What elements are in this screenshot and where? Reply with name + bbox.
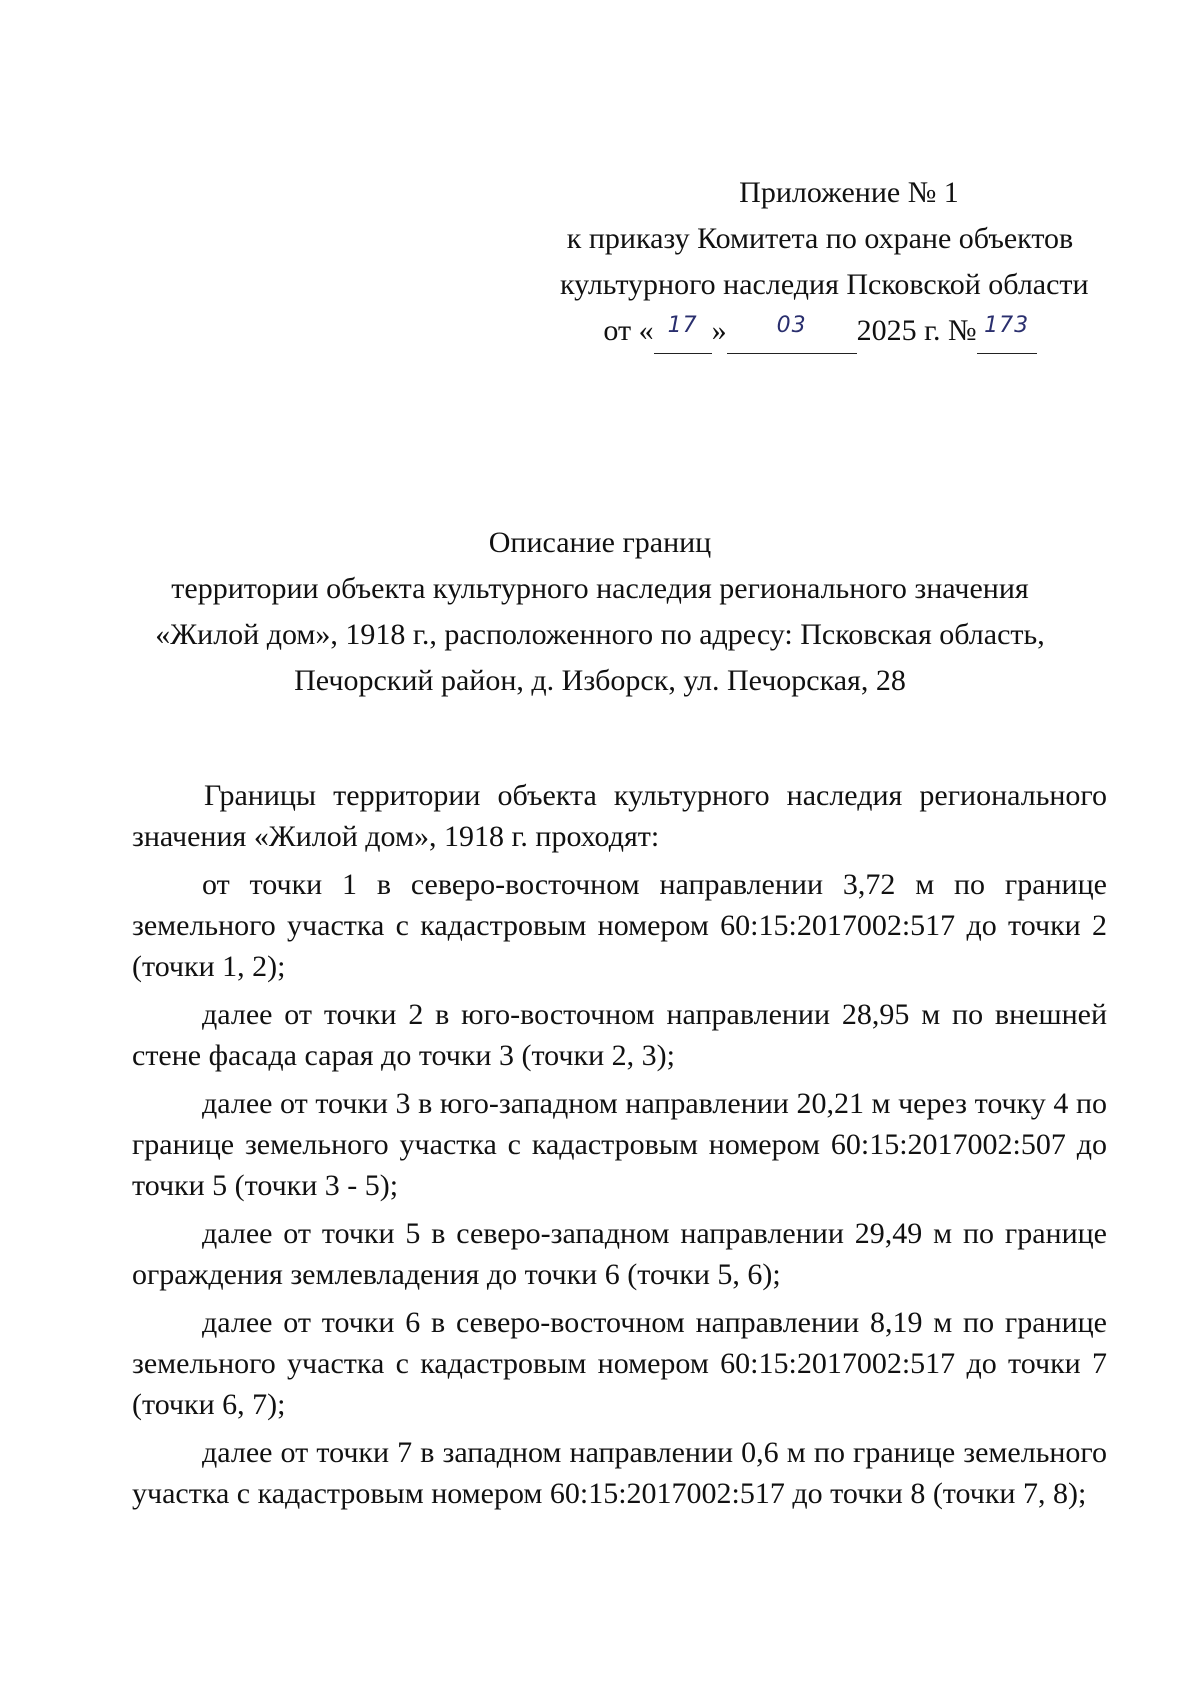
day-blank: [654, 313, 712, 354]
segment-paragraph-3: далее от точки 3 в юго-западном направлении 20,21 м через точку 4 по границе земельного участка с кадастровым номером 60:15:2017002:507 до точки 5 (точки 3 - 5);: [132, 1087, 1107, 1202]
year-number-label: 2025 г. №: [856, 314, 977, 347]
appendix-header: [560, 170, 1089, 354]
title-line-4: Печорский район, д. Изборск, ул. Печорская, 28: [294, 664, 906, 697]
handwritten-number: 173: [984, 313, 1030, 338]
intro-paragraph: Границы территории объекта культурного наследия регионального значения «Жилой дом», 1918 г. проходят:: [132, 779, 1107, 853]
segment-paragraph-4: далее от точки 5 в северо-западном направлении 29,49 м по границе ограждения землевладения до точки 6 (точки 5, 6);: [132, 1217, 1107, 1291]
appendix-order-line: к приказу Комитета по охране объектов: [566, 222, 1074, 255]
date-mid: »: [711, 314, 727, 347]
number-blank: [977, 313, 1037, 354]
segment-paragraph-5: далее от точки 6 в северо-восточном направлении 8,19 м по границе земельного участка с кадастровым номером 60:15:2017002:517 до точки 7 (точки 6, 7);: [132, 1306, 1107, 1421]
title-line-3: «Жилой дом», 1918 г., расположенного по адресу: Псковская область,: [155, 618, 1045, 651]
segment-paragraph-2: далее от точки 2 в юго-восточном направлении 28,95 м по внешней стене фасада сарая до точки 3 (точки 2, 3);: [132, 998, 1107, 1072]
handwritten-day: 17: [667, 313, 698, 338]
appendix-committee-line: культурного наследия Псковской области: [560, 268, 1089, 301]
handwritten-month: 03: [776, 313, 807, 338]
boundary-description: [132, 775, 1107, 1521]
appendix-title: Приложение № 1: [739, 176, 959, 209]
title-line-2: территории объекта культурного наследия регионального значения: [171, 572, 1029, 605]
date-prefix: от «: [603, 314, 654, 347]
title-line-1: Описание границ: [488, 526, 712, 559]
segment-paragraph-6: далее от точки 7 в западном направлении 0,6 м по границе земельного участка с кадастровым номером 60:15:2017002:517 до точки 8 (точки 7, 8);: [132, 1436, 1107, 1510]
segment-paragraph-1: от точки 1 в северо-восточном направлении 3,72 м по границе земельного участка с кадастровым номером 60:15:2017002:517 до точки 2 (точки 1, 2);: [132, 868, 1107, 983]
document-title: [120, 520, 1080, 704]
order-date-line: [560, 308, 1080, 354]
month-blank: [727, 313, 857, 354]
